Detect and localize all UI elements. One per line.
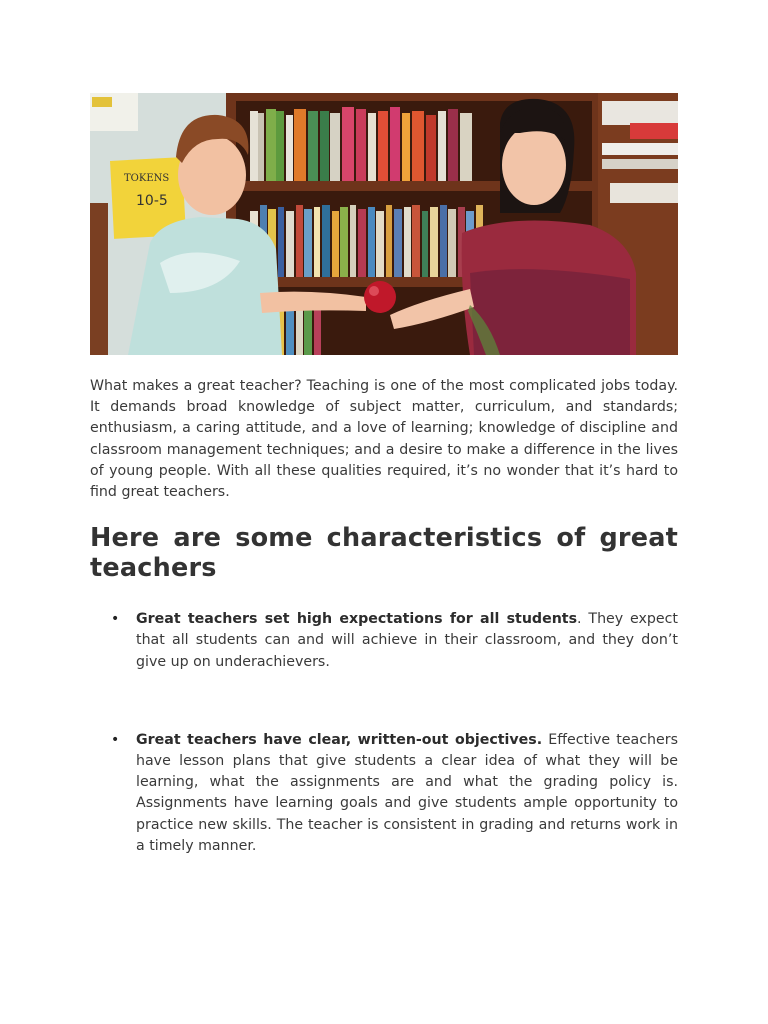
section-heading: Here are some characteristics of great teachers: [90, 523, 678, 584]
sign-text-top: TOKENS: [124, 173, 170, 184]
bullet-icon: •: [111, 611, 120, 628]
photo-illustration: [90, 93, 678, 355]
list-item: [90, 609, 678, 673]
item-text: Effective teachers have lesson plans that give students a clear idea of what they will be learning, what the assignments are and what the grading policy is. Assignments have learning goals and give students ample opportunity to practice new skills. The teacher is consistent in grading and returns work in a timely manner.: [136, 731, 678, 854]
characteristics-list: [90, 609, 678, 857]
intro-paragraph: What makes a great teacher? Teaching is one of the most complicated jobs today. It demands broad knowledge of subject matter, curriculum, and standards; enthusiasm, a caring attitude, and a love of learning; knowledge of discipline and classroom management techniques; and a desire to make a difference in the lives of young people. With all these qualities required, it’s no wonder that it’s hard to find great teachers.: [90, 378, 678, 501]
item-text: . They expect that all students can and will achieve in their classroom, and they don’t give up on underachievers.: [136, 611, 678, 670]
item-lead: Great teachers have clear, written-out objectives.: [136, 731, 543, 748]
bullet-icon: •: [111, 731, 120, 748]
sign-text-bottom: 10-5: [136, 193, 168, 209]
teacher-student-photo: [90, 93, 678, 355]
list-item: [90, 730, 678, 857]
item-lead: Great teachers set high expectations for all students: [136, 611, 578, 628]
document-page: [90, 93, 678, 857]
